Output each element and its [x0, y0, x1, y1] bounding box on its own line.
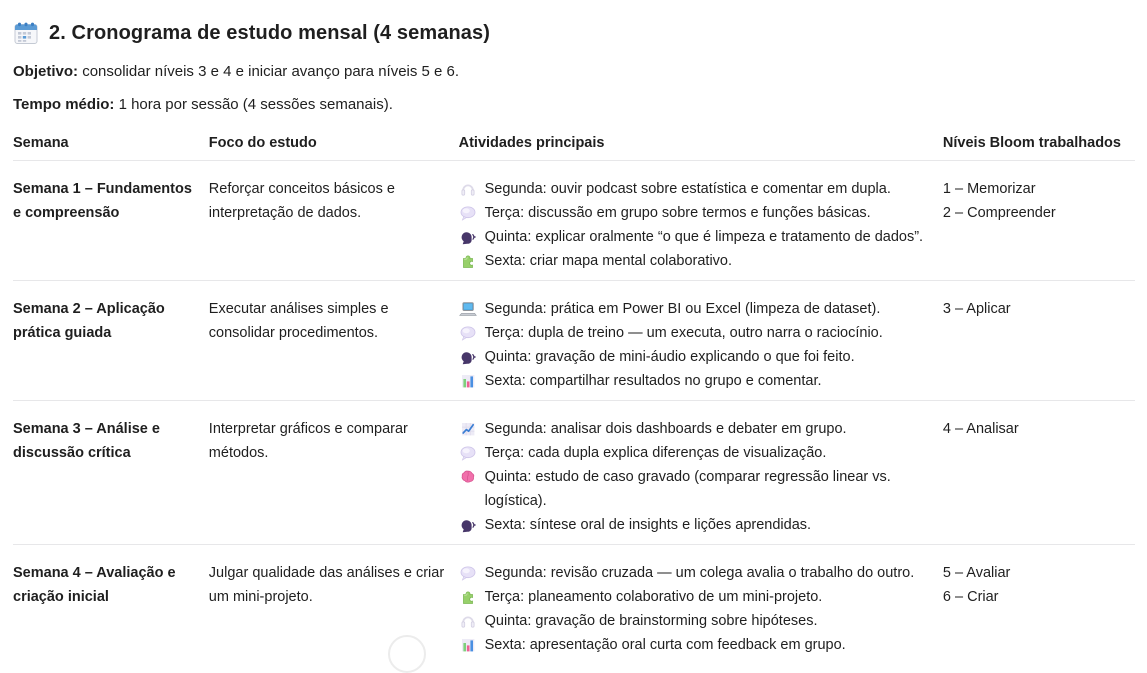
laptop-icon — [459, 300, 477, 318]
column-header-atividades: Atividades principais — [459, 135, 943, 161]
activity-text: Quinta: gravação de mini-áudio explicando o que foi feito. — [484, 349, 855, 365]
bloom-levels-cell — [943, 545, 1135, 665]
activity-text: Quinta: explicar oralmente “o que é limpeza e tratamento de dados”. — [484, 229, 924, 245]
headphones-icon — [459, 180, 477, 198]
avg-time-label: Tempo médio: — [13, 96, 115, 113]
activity-text: Sexta: apresentação oral curta com feedback em grupo. — [484, 637, 846, 653]
bloom-levels-cell — [943, 401, 1135, 545]
activity-text: Terça: dupla de treino — um executa, outro narra o raciocínio. — [484, 325, 883, 341]
speaking-head-icon — [459, 348, 477, 366]
activity-text: Segunda: analisar dois dashboards e debater em grupo. — [484, 421, 847, 437]
activity-item — [459, 321, 929, 345]
bloom-level: 6 – Criar — [942, 589, 999, 605]
activity-text: Terça: planeamento colaborativo de um mini-projeto. — [484, 589, 823, 605]
activity-item — [459, 177, 929, 201]
chart-increasing-icon — [459, 420, 477, 438]
avg-time-line — [13, 94, 1135, 115]
bloom-level: 4 – Analisar — [942, 421, 1019, 437]
avg-time-text: 1 hora por sessão (4 sessões semanais). — [118, 96, 393, 113]
activity-item — [459, 345, 929, 369]
brain-icon — [459, 468, 477, 486]
bloom-level: 2 – Compreender — [942, 205, 1056, 221]
table-row-week4 — [13, 545, 1135, 665]
bar-chart-icon — [459, 372, 477, 390]
activity-item — [459, 225, 929, 249]
bloom-level: 1 – Memorizar — [942, 181, 1036, 197]
activity-text: Terça: cada dupla explica diferenças de visualização. — [484, 445, 827, 461]
activities-cell — [459, 401, 943, 545]
activity-item — [459, 633, 929, 657]
activity-text: Sexta: compartilhar resultados no grupo e comentar. — [484, 373, 822, 389]
table-row-week1 — [13, 161, 1135, 281]
activity-text: Quinta: gravação de brainstorming sobre hipóteses. — [484, 613, 818, 629]
activities-cell — [459, 545, 943, 665]
calendar-icon — [13, 20, 39, 46]
speech-balloon-icon — [459, 324, 477, 342]
focus-cell: Reforçar conceitos básicos e interpretação de dados. — [209, 161, 459, 281]
bloom-levels-cell — [943, 161, 1135, 281]
bloom-level: 5 – Avaliar — [942, 565, 1011, 581]
activity-item — [459, 417, 929, 441]
activity-item — [459, 441, 929, 465]
objective-text: consolidar níveis 3 e 4 e iniciar avanço para níveis 5 e 6. — [82, 63, 460, 80]
week-cell: Semana 1 – Fundamentos e compreensão — [13, 161, 209, 281]
speech-balloon-icon — [459, 444, 477, 462]
objective-label: Objetivo: — [13, 63, 79, 80]
activities-cell — [459, 161, 943, 281]
column-header-foco: Foco do estudo — [209, 135, 459, 161]
activity-item — [459, 249, 929, 273]
week-cell: Semana 3 – Análise e discussão crítica — [13, 401, 209, 545]
focus-cell: Interpretar gráficos e comparar métodos. — [209, 401, 459, 545]
table-header-row — [13, 135, 1135, 161]
activity-item — [459, 465, 929, 513]
speaking-head-icon — [459, 228, 477, 246]
schedule-table — [13, 135, 1135, 664]
activity-text: Segunda: ouvir podcast sobre estatística e comentar em dupla. — [484, 181, 891, 197]
activity-item — [459, 369, 929, 393]
speech-balloon-icon — [459, 204, 477, 222]
activity-text: Quinta: estudo de caso gravado (comparar regressão linear vs. logística). — [484, 469, 891, 509]
activities-cell — [459, 281, 943, 401]
activity-text: Segunda: prática em Power BI ou Excel (limpeza de dataset). — [484, 301, 881, 317]
column-header-niveis: Níveis Bloom trabalhados — [943, 135, 1135, 161]
speech-balloon-icon — [459, 564, 477, 582]
column-header-semana: Semana — [13, 135, 209, 161]
objective-line — [13, 61, 1135, 82]
activity-item — [459, 297, 929, 321]
activity-item — [459, 201, 929, 225]
week-cell: Semana 2 – Aplicação prática guiada — [13, 281, 209, 401]
activity-text: Sexta: síntese oral de insights e lições aprendidas. — [484, 517, 812, 533]
bar-chart-icon — [459, 636, 477, 654]
activity-text: Segunda: revisão cruzada — um colega avalia o trabalho do outro. — [484, 565, 915, 581]
puzzle-piece-icon — [459, 588, 477, 606]
activity-item — [459, 585, 929, 609]
week-cell: Semana 4 – Avaliação e criação inicial — [13, 565, 176, 605]
bloom-level: 3 – Aplicar — [942, 301, 1011, 317]
table-row-week3 — [13, 401, 1135, 545]
puzzle-piece-icon — [459, 252, 477, 270]
page-title: 2. Cronograma de estudo mensal (4 semanas) — [49, 21, 491, 44]
speaking-head-icon — [459, 516, 477, 534]
activity-item — [459, 513, 929, 537]
activity-text: Terça: discussão em grupo sobre termos e funções básicas. — [484, 205, 871, 221]
headphones-icon — [459, 612, 477, 630]
cutoff-element-arc — [388, 635, 426, 673]
bloom-levels-cell — [943, 281, 1135, 401]
table-row-week2 — [13, 281, 1135, 401]
focus-cell: Executar análises simples e consolidar procedimentos. — [209, 281, 459, 401]
section-heading — [13, 20, 1135, 46]
activity-item — [459, 561, 929, 585]
focus-cell: Julgar qualidade das análises e criar um mini-projeto. — [208, 565, 445, 605]
activity-text: Sexta: criar mapa mental colaborativo. — [484, 253, 733, 269]
activity-item — [459, 609, 929, 633]
